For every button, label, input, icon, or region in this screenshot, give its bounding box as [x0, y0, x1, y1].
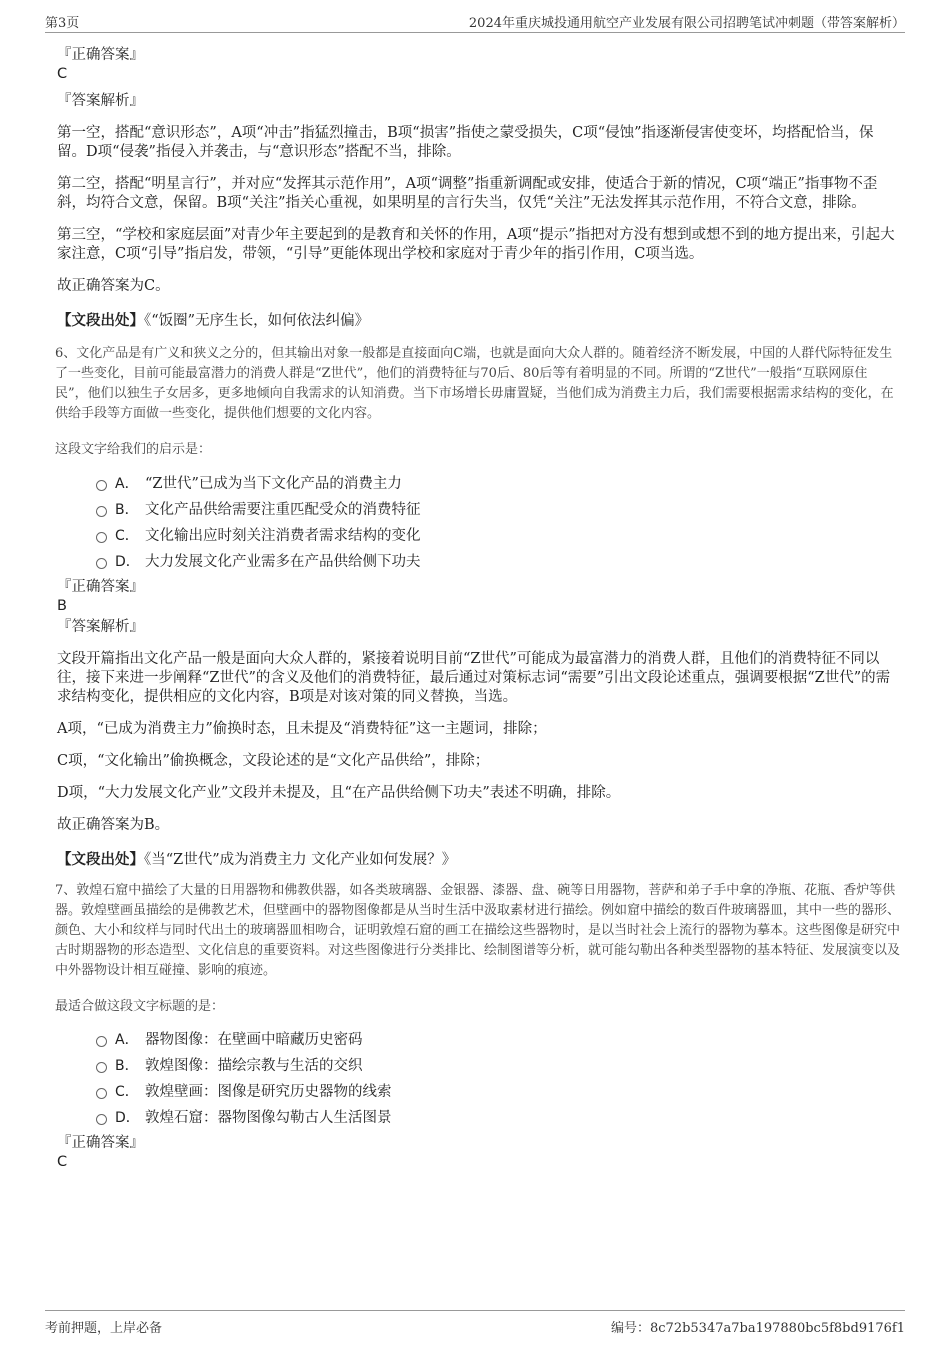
option-c[interactable]: C． 文化输出应时刻关注消费者需求结构的变化 [55, 526, 900, 552]
question-number: 6、 [55, 346, 77, 361]
document-title: 2024年重庆城投通用航空产业发展有限公司招聘笔试冲刺题（带答案解析） [468, 16, 905, 31]
q6-answer: B [57, 598, 67, 614]
page-footer [45, 1310, 905, 1339]
q6-conclusion: 故正确答案为B。 [57, 817, 170, 833]
option-text: 大力发展文化产业需多在产品供给侧下功夫 [145, 554, 421, 570]
question-number: 7、 [55, 883, 77, 898]
q5-analysis-1: 第一空，搭配“意识形态”，A项“冲击”指猛烈撞击，B项“损害”指使之蒙受损失，C项“侵蚀”指逐渐侵害使变坏，均搭配恰当，保留。D项“侵袭”指侵入并袭击，与“意识形态”搭配不当，排除。 [57, 125, 874, 160]
radio-button[interactable] [96, 480, 107, 491]
q6-analysis-2: A项，“已成为消费主力”偷换时态，且未提及“消费特征”这一主题词，排除； [57, 721, 547, 737]
option-text: 文化产品供给需要注重匹配受众的消费特征 [145, 502, 421, 518]
radio-button[interactable] [96, 506, 107, 517]
q6-prompt: 这段文字给我们的启示是： [55, 442, 212, 457]
correct-answer-label: 『正确答案』 [57, 1135, 144, 1151]
source-label: 【文段出处】 [57, 312, 144, 329]
option-a[interactable]: A． 器物图像：在壁画中暗藏历史密码 [55, 1030, 900, 1056]
option-d[interactable]: D． 敦煌石窟：器物图像勾勒古人生活图景 [55, 1108, 900, 1134]
option-b[interactable]: B． 敦煌图像：描绘宗教与生活的交织 [55, 1056, 900, 1082]
option-text: 器物图像：在壁画中暗藏历史密码 [145, 1032, 363, 1048]
radio-button[interactable] [96, 1114, 107, 1125]
option-text: “Z世代”已成为当下文化产品的消费主力 [145, 476, 402, 492]
page-header [45, 10, 905, 33]
q7-answer: C [57, 1154, 68, 1170]
radio-button[interactable] [96, 1088, 107, 1099]
q5-analysis-3: 第三空，“学校和家庭层面”对青少年主要起到的是教育和关怀的作用，A项“提示”指把对方没有想到或想不到的地方提出来，引起大家注意，C项“引导”指启发，带领，“引导”更能体现出学校和家庭对于青少年的指引作用，C项当选。 [57, 227, 895, 262]
q5-analysis-2: 第二空，搭配“明星言行”，并对应“发挥其示范作用”，A项“调整”指重新调配或安排，使适合于新的情况，C项“端正”指事物不歪斜，均符合文意，保留。B项“关注”指关心重视，如果明星的言行失当，仅凭“关注”无法发挥其示范作用，不符合文意，排除。 [57, 176, 878, 211]
option-text: 敦煌壁画：图像是研究历史器物的线索 [145, 1084, 392, 1100]
radio-button[interactable] [96, 558, 107, 569]
radio-button[interactable] [96, 532, 107, 543]
q6-source [55, 848, 900, 869]
correct-answer-label: 『正确答案』 [57, 47, 144, 63]
source-title: 《“饭圈”无序生长，如何依法纠偏》 [144, 313, 370, 329]
source-label: 【文段出处】 [57, 851, 144, 868]
correct-answer-label: 『正确答案』 [57, 579, 144, 595]
q5-source [55, 309, 900, 330]
analysis-label: 『答案解析』 [57, 619, 144, 635]
footer-slogan: 考前押题，上岸必备 [45, 1321, 163, 1336]
document-code: 编号：8c72b5347a7ba197880bc5f8bd9176f1 [611, 1321, 905, 1336]
option-a[interactable]: A． “Z世代”已成为当下文化产品的消费主力 [55, 474, 900, 500]
q6-analysis-1: 文段开篇指出文化产品一般是面向大众人群的，紧接着说明目前“Z世代”可能成为最富潜力的消费人群，且他们的消费特征不同以往，接下来进一步阐释“Z世代”的含义及他们的消费特征，最后通过对策标志词“需要”引出文段论述重点，强调要根据“Z世代”的需求结构变化，提供相应的文化内容，B项是对该对策的同义替换，当选。 [57, 651, 891, 705]
option-text: 敦煌石窟：器物图像勾勒古人生活图景 [145, 1110, 392, 1126]
page-content [55, 44, 900, 1172]
source-title: 《当“Z世代”成为消费主力 文化产业如何发展？》 [144, 852, 457, 868]
option-c[interactable]: C． 敦煌壁画：图像是研究历史器物的线索 [55, 1082, 900, 1108]
page-number: 第3页 [45, 16, 80, 31]
radio-button[interactable] [96, 1062, 107, 1073]
option-d[interactable]: D． 大力发展文化产业需多在产品供给侧下功夫 [55, 552, 900, 578]
q7-options [55, 1030, 900, 1134]
q6-options [55, 474, 900, 578]
q6-question [55, 344, 900, 424]
radio-button[interactable] [96, 1036, 107, 1047]
q6-analysis-3: C项，“文化输出”偷换概念，文段论述的是“文化产品供给”，排除； [57, 753, 490, 769]
q5-answer: C [57, 66, 68, 82]
q7-prompt: 最适合做这段文字标题的是： [55, 999, 225, 1014]
question-text: 敦煌石窟中描绘了大量的日用器物和佛教供器，如各类玻璃器、金银器、漆器、盘、碗等日用器物，菩萨和弟子手中拿的净瓶、花瓶、香炉等供器。敦煌壁画虽描绘的是佛教艺术，但壁画中的器物图像都是从当时生活中汲取素材进行描绘。例如窟中描绘的数百件玻璃器皿，其中一些的器形、颜色、大小和纹样与同时代出土的玻璃器皿相吻合，证明敦煌石窟的画工在描绘这些器物时，是以当时社会上流行的器物为摹本。这些图像是研究中古时期器物的形态造型、文化信息的重要资料。对这些图像进行分类排比、绘制图谱等分析，就可能勾勒出各种类型器物的基本特征、发展演变以及中外器物设计相互碰撞、影响的痕迹。 [55, 883, 901, 978]
question-text: 文化产品是有广义和狭义之分的，但其输出对象一般都是直接面向C端，也就是面向大众人群的。随着经济不断发展，中国的人群代际特征发生了一些变化，目前可能最富潜力的消费人群是“Z世代”，他们的消费特征与70后、80后等有着明显的不同。所谓的“Z世代”一般指“互联网原住民”，他们以独生子女居多，更多地倾向自我需求的认知消费。当下市场增长毋庸置疑，当他们成为消费主力后，我们需要根据需求结构的变化，在供给手段等方面做一些变化，提供他们想要的文化内容。 [55, 346, 894, 421]
option-text: 敦煌图像：描绘宗教与生活的交织 [145, 1058, 363, 1074]
analysis-label: 『答案解析』 [57, 93, 144, 109]
q5-conclusion: 故正确答案为C。 [57, 278, 170, 294]
option-b[interactable]: B． 文化产品供给需要注重匹配受众的消费特征 [55, 500, 900, 526]
q6-analysis-4: D项，“大力发展文化产业”文段并未提及，且“在产品供给侧下功夫”表述不明确，排除。 [57, 785, 621, 801]
option-text: 文化输出应时刻关注消费者需求结构的变化 [145, 528, 421, 544]
q7-question [55, 881, 900, 981]
